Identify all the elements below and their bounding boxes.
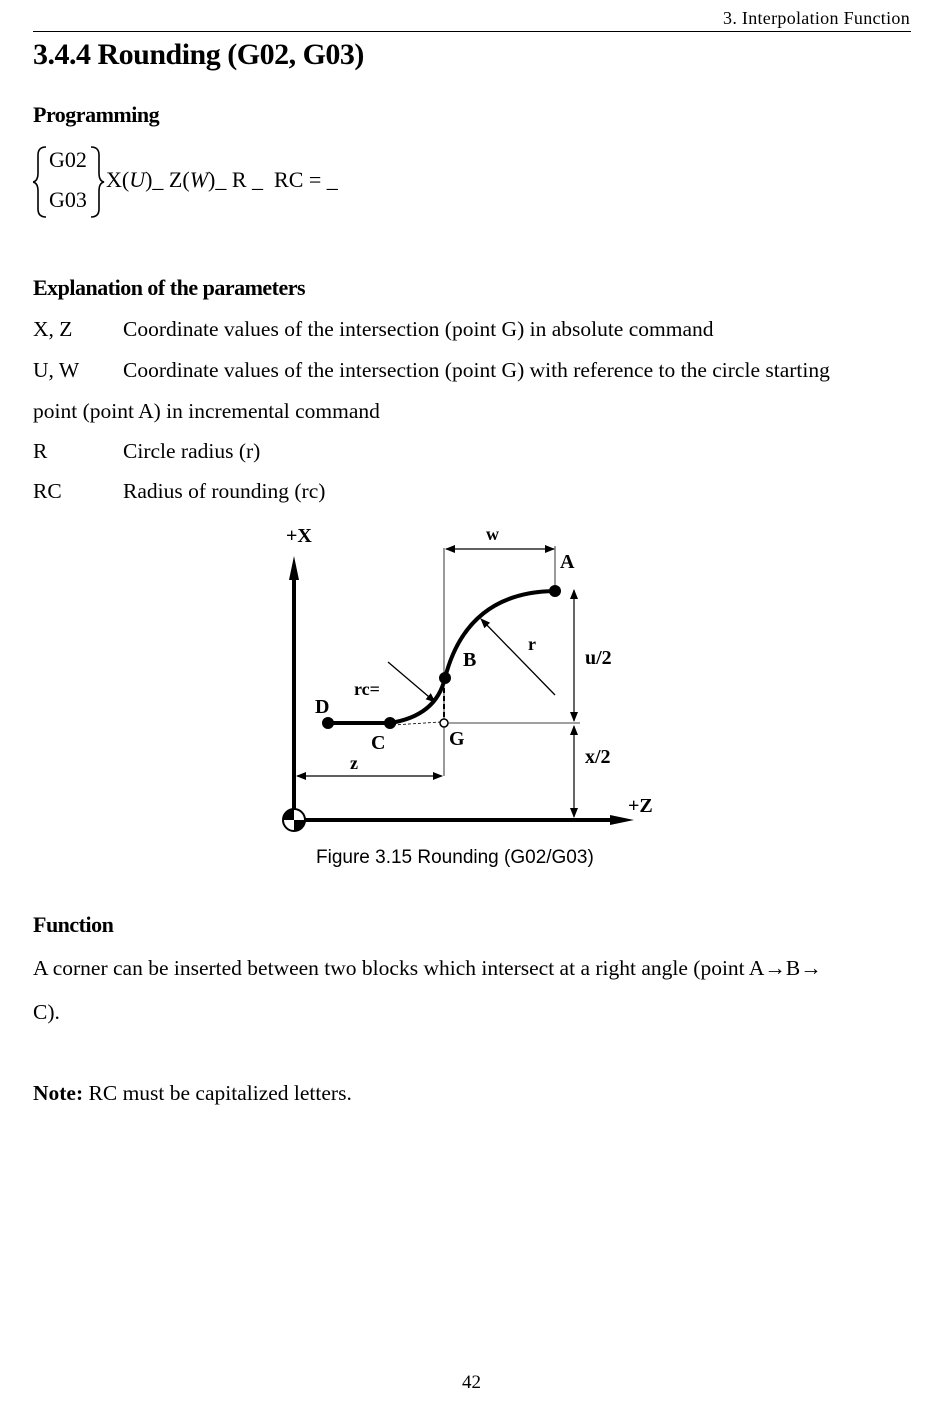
programming-syntax [33,143,453,221]
param-term-r: R [33,439,48,463]
syntax-args [106,167,338,193]
note-label: Note: [33,1081,84,1105]
r-label: r [528,634,536,654]
point-a-label: A [560,551,575,573]
header-rule [33,31,911,32]
point-g-label: G [449,728,465,750]
function-text-line1: A corner can be inserted between two blocks which intersect at a right angle (point A→B→ [33,956,822,980]
syntax-z-part: )_ Z( [145,167,190,192]
rounding-diagram [270,520,670,840]
tool-path [328,591,555,723]
z-axis-label: +Z [628,795,653,817]
param-desc-xz: Coordinate values of the intersection (point G) in absolute command [123,317,714,341]
figure-caption: Figure 3.15 Rounding (G02/G03) [316,847,594,868]
point-d [322,717,334,729]
r-leader [481,619,555,695]
function-heading: Function [33,912,114,937]
syntax-rest: )_ R _ RC = _ [208,167,338,192]
syntax-g03: G03 [49,187,87,212]
programming-heading: Programming [33,102,160,127]
param-desc-rc: Radius of rounding (rc) [123,479,326,503]
function-text-line2: C). [33,1000,60,1024]
syntax-x-part: X( [106,167,130,192]
rc-leader [388,662,435,702]
note-text: RC must be capitalized letters. [83,1081,352,1105]
x-axis-label: +X [286,525,312,547]
point-g [440,719,448,727]
page-number: 42 [462,1372,481,1393]
syntax-g02: G02 [49,147,87,172]
syntax-w-var: W [189,167,209,192]
running-header: 3. Interpolation Function [723,8,910,28]
param-desc-r: Circle radius (r) [123,439,261,463]
u2-label: u/2 [585,647,612,669]
parameters-heading: Explanation of the parameters [33,275,306,300]
param-desc-uw: Coordinate values of the intersection (point G) with reference to the circle starting [123,358,830,382]
x-axis [289,556,299,820]
syntax-u-var: U [129,167,146,192]
x2-label: x/2 [585,746,611,768]
z-label: z [350,753,358,773]
origin-icon [283,809,305,831]
note-paragraph [33,1081,352,1107]
point-c [384,717,396,729]
param-term-rc: RC [33,479,62,503]
param-term-uw: U, W [33,358,80,382]
rc-label: rc= [354,679,380,699]
section-title: 3.4.4 Rounding (G02, G03) [33,38,364,71]
z-axis [294,815,634,825]
point-b-label: B [463,649,477,671]
point-b [439,672,451,684]
w-label: w [486,524,499,544]
param-desc-uw-continuation: point (point A) in incremental command [33,399,380,423]
point-a [549,585,561,597]
point-d-label: D [315,696,330,718]
point-c-label: C [371,732,386,754]
param-term-xz: X, Z [33,317,73,341]
